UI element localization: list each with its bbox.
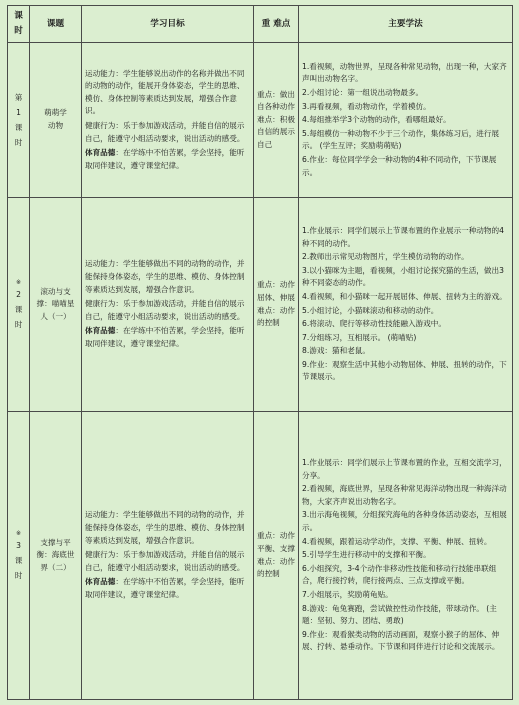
goal-health-behavior: 健康行为：乐于参加游戏活动，并能自信的展示自己，能遵守小组活动要求，说出活动的感受。 xyxy=(85,121,245,143)
goal-health-behavior: 健康行为：乐于参加游戏活动，并能自信的展示自己，能遵守小组活动要求，说出活动的感受。 xyxy=(85,299,245,321)
topic-cell: 支撑与平衡：海底世界（二） xyxy=(30,412,82,700)
table-row xyxy=(8,43,513,198)
method-item: 7.小组展示，奖励萌龟贴。 xyxy=(302,589,393,599)
method-item: 8.游戏：猫和老鼠。 xyxy=(302,346,370,356)
method-item: 8.游戏：龟兔赛跑，尝试做控性动作技能，带球动作。 (主题：坚韧、努力、团结、勇敢) xyxy=(302,603,497,626)
method-item: 4.每组推举学3个动物的动作，看哪组最好。 xyxy=(302,115,451,125)
goal-motor-ability: 运动能力：学生能够说出动作的名称并做出不同的动物的动作，能展开身体姿态，学生的思维、模仿、身体控制等素质达到发展，增强合作意识。 xyxy=(85,68,245,116)
header-topic: 课题 xyxy=(30,6,82,43)
method-item: 3.再看视频，看动物动作，学着模仿。 xyxy=(302,101,431,111)
method-item: 7.分组练习，互相展示。 (萌喵贴) xyxy=(302,332,417,342)
goal-cell xyxy=(82,43,254,198)
goal-health-behavior: 健康行为：乐于参加游戏活动，并能自信的展示自己，能遵守小组活动要求，说出活动的感受。 xyxy=(85,550,245,572)
header-key: 重 难点 xyxy=(254,6,299,43)
method-item: 5.每组模仿一种动物不少于三个动作，集体练习后，进行展示。 (学生互评；奖励萌萌贴) xyxy=(302,128,500,151)
key-difficulty-cell: 重点：做出自各种动作难点：积极自信的展示自己 xyxy=(254,43,299,198)
method-item: 3.以小猫咪为主题，看视频，小组讨论探究猫的生活，做出3种不同姿态的动作。 xyxy=(302,265,504,288)
goal-motor-ability: 运动能力：学生能够做出不同的动物的动作，并能保持身体姿态，学生的思维、模仿、身体控制等素质达到发展，增强合作意识。 xyxy=(85,259,245,294)
method-item: 3.出示海龟视频，分组探究海龟的各种身体活动姿态，互相展示。 xyxy=(302,510,507,533)
table-row xyxy=(8,198,513,412)
lesson-plan-table xyxy=(7,5,513,700)
lesson-number: ※ 2 课 时 xyxy=(8,198,30,412)
key-difficulty-cell: 重点：动作屈体、伸展难点：动作的控制 xyxy=(254,198,299,412)
method-item: 1.看视频，动物世界，呈现各种常见动物，出现一种，大家齐声叫出动物名字。 xyxy=(302,61,507,84)
goal-cell xyxy=(82,198,254,412)
lesson-number: 第 1 课 时 xyxy=(8,43,30,198)
goal-motor-ability: 运动能力：学生能够做出不同的动物的动作，并能保持身体姿态，学生的思维、模仿、身体控制等素质达到发展，增强合作意识。 xyxy=(85,510,245,545)
header-lesson: 课 时 xyxy=(8,6,30,43)
method-item: 1.作业展示：同学们展示上节课布置的作业，互相交流学习，分享。 xyxy=(302,458,507,480)
method-item: 5.小组讨论，小猫咪滚动和移动的动作。 xyxy=(302,305,439,315)
method-item: 2.教师出示常见动物图片，学生模仿动物的动作。 xyxy=(302,252,469,262)
goal-sport-morality: 体育品德：在学练中不怕苦累，学会坚持，能听取同伴建议，遵守课堂纪律。 xyxy=(85,326,245,348)
table-row xyxy=(8,412,513,700)
goal-cell xyxy=(82,412,254,700)
topic-cell: 萌萌学 动物 xyxy=(30,43,82,198)
method-item: 2.小组讨论：第一组说出动物最多。 xyxy=(302,88,424,98)
method-item: 4.看视频，跟着运动学动作，支撑、平衡、伸展、扭转。 xyxy=(302,536,492,546)
method-item: 9.作业：观看猴类动物的活动画面，观察小猴子的屈体、伸展、拧转、悬垂动作。下节课和同伴进行讨论和交流展示。 xyxy=(302,629,500,652)
method-item: 1.作业展示：同学们展示上节课布置的作业展示一种动物的4种不同的动作。 xyxy=(302,225,504,248)
header-method: 主要学法 xyxy=(299,6,513,43)
method-item: 6.作业：每位同学学会一种动物的4种不同动作，下节课展示。 xyxy=(302,154,497,177)
method-item: 6.将滚动、爬行等移动性技能融入游戏中。 xyxy=(302,319,446,329)
method-item: 4.看视频，和小猫咪一起开展屈体、伸展、扭转为主的游戏。 xyxy=(302,291,507,301)
method-item: 2.看视频，海底世界，呈现各种常见海洋动物出现一种海洋动物，大家齐声说出动物名字。 xyxy=(302,484,507,506)
key-difficulty-cell: 重点：动作平衡、支撑难点：动作的控制 xyxy=(254,412,299,700)
goal-sport-morality: 体育品德：在学练中不怕苦累，学会坚持，能听取同伴建议，遵守课堂纪律。 xyxy=(85,577,245,599)
topic-cell: 滚动与支撑：喵喵星人（一） xyxy=(30,198,82,412)
method-item: 9.作业：观察生活中其他小动物屈体、伸展、扭转的动作，下节课展示。 xyxy=(302,359,507,382)
method-cell xyxy=(299,412,513,700)
method-cell xyxy=(299,198,513,412)
goal-sport-morality: 体育品德：在学练中不怕苦累，学会坚持，能听取同伴建议，遵守课堂纪律。 xyxy=(85,148,245,170)
method-item: 5.引导学生进行移动中的支撑和平衡。 xyxy=(302,550,431,560)
method-item: 6.小组探究，3-4个动作非移动性技能和移动行技能串联组合，爬行接拧转，爬行接两点、三点支撑或平衡。 xyxy=(302,563,497,586)
header-goal: 学习目标 xyxy=(82,6,254,43)
header-row xyxy=(8,6,513,43)
method-cell xyxy=(299,43,513,198)
lesson-number: ※ 3 课 时 xyxy=(8,412,30,700)
